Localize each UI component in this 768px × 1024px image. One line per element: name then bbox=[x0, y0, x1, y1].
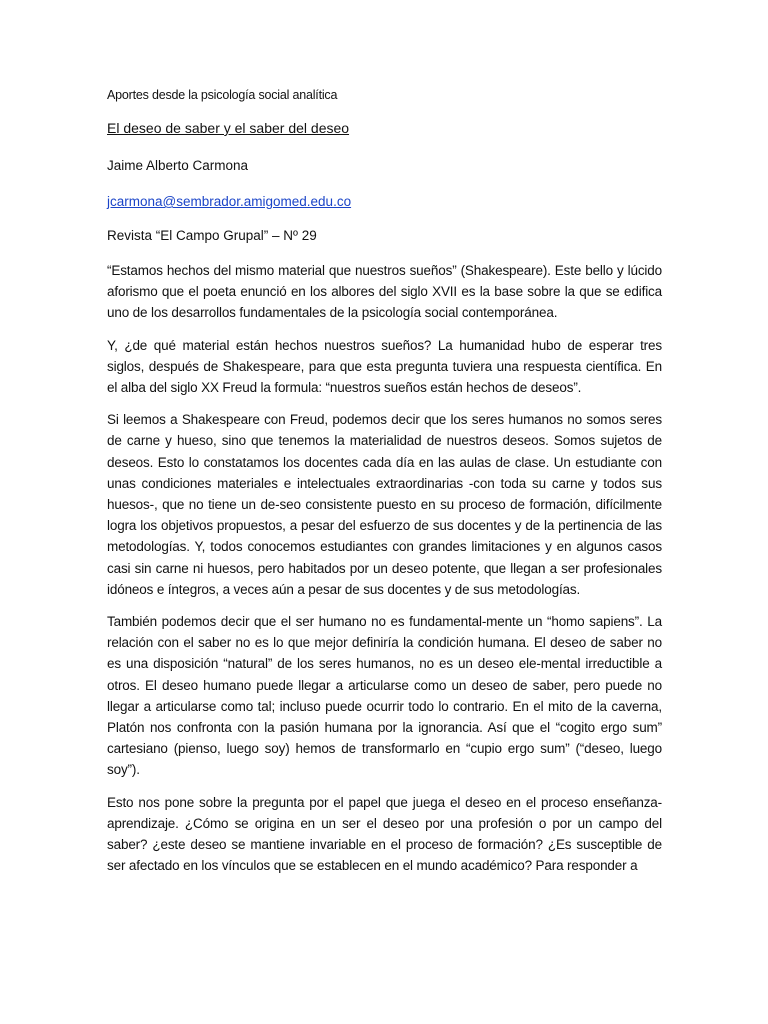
author-email bbox=[107, 192, 662, 212]
body-paragraph-4: También podemos decir que el ser humano no es fundamental-mente un “homo sapiens”. La relación con el saber no es lo que mejor definiría la condición humana. El deseo de saber no es una disposición “natural” de los seres humanos, no es un deseo ele-mental irreductible a otros. El deseo humano puede llegar a articularse como un deseo de saber, pero puede no llegar a articularse como tal; incluso puede ocurrir todo lo contrario. En el mito de la caverna, Platón nos confronta con la pasión humana por la ignorancia. Así que el “cogito ergo sum” cartesiano (pienso, luego soy) hemos de transformarlo en “cupio ergo sum” (“deseo, luego soy”). bbox=[107, 614, 662, 778]
document-subtitle: Aportes desde la psicología social analítica bbox=[107, 88, 338, 102]
body-paragraph-2: Y, ¿de qué material están hechos nuestros sueños? La humanidad hubo de esperar tres siglos, después de Shakespeare, para que esta pregunta tuviera una respuesta científica. En el alba del siglo XX Freud la formula: “nuestros sueños están hechos de deseos”. bbox=[107, 337, 662, 396]
author-name: Jaime Alberto Carmona bbox=[107, 158, 249, 173]
body-paragraph-3: Si leemos a Shakespeare con Freud, podemos decir que los seres humanos no somos seres de carne y hueso, sino que tenemos la materialidad de nuestros deseos. Somos sujetos de deseos. Esto lo constatamos los docentes cada día en las aulas de clase. Un estudiante con unas condiciones materiales e intelectuales extraordinarias -con toda su carne y todos sus huesos-, que no tiene un de-seo consistente puesto en su proceso de formación, difícilmente logra los objetivos propuestos, a pesar del esfuerzo de sus docentes y de la pertinencia de las metodologías. Y, todos conocemos estudiantes con grandes limitaciones y en algunos casos casi sin carne ni huesos, pero habitados por un deseo potente, que llegan a ser profesionales idóneos e íntegros, a veces aún a pesar de sus docentes y de sus metodologías. bbox=[107, 412, 662, 597]
body-paragraph-1: “Estamos hechos del mismo material que nuestros sueños” (Shakespeare). Este bello y lúcido aforismo que el poeta enunció en los albores del siglo XVII es la base sobre la que se edifica uno de los desarrollos fundamentales de la psicología social contemporánea. bbox=[107, 263, 662, 321]
author-email-link[interactable]: jcarmona@sembrador.amigomed.edu.co bbox=[107, 194, 352, 209]
document-page bbox=[107, 86, 662, 887]
document-title: El deseo de saber y el saber del deseo bbox=[107, 120, 350, 136]
body-paragraph-5: Esto nos pone sobre la pregunta por el papel que juega el deseo en el proceso enseñanza-aprendizaje. ¿Cómo se origina en un ser el deseo por una profesión o por un campo del saber? ¿este deseo se mantiene invariable en el proceso de formación? ¿Es susceptible de ser afectado en los vínculos que se establecen en el mundo académico? Para responder a bbox=[107, 794, 662, 874]
journal-reference: Revista “El Campo Grupal” – Nº 29 bbox=[107, 228, 317, 243]
